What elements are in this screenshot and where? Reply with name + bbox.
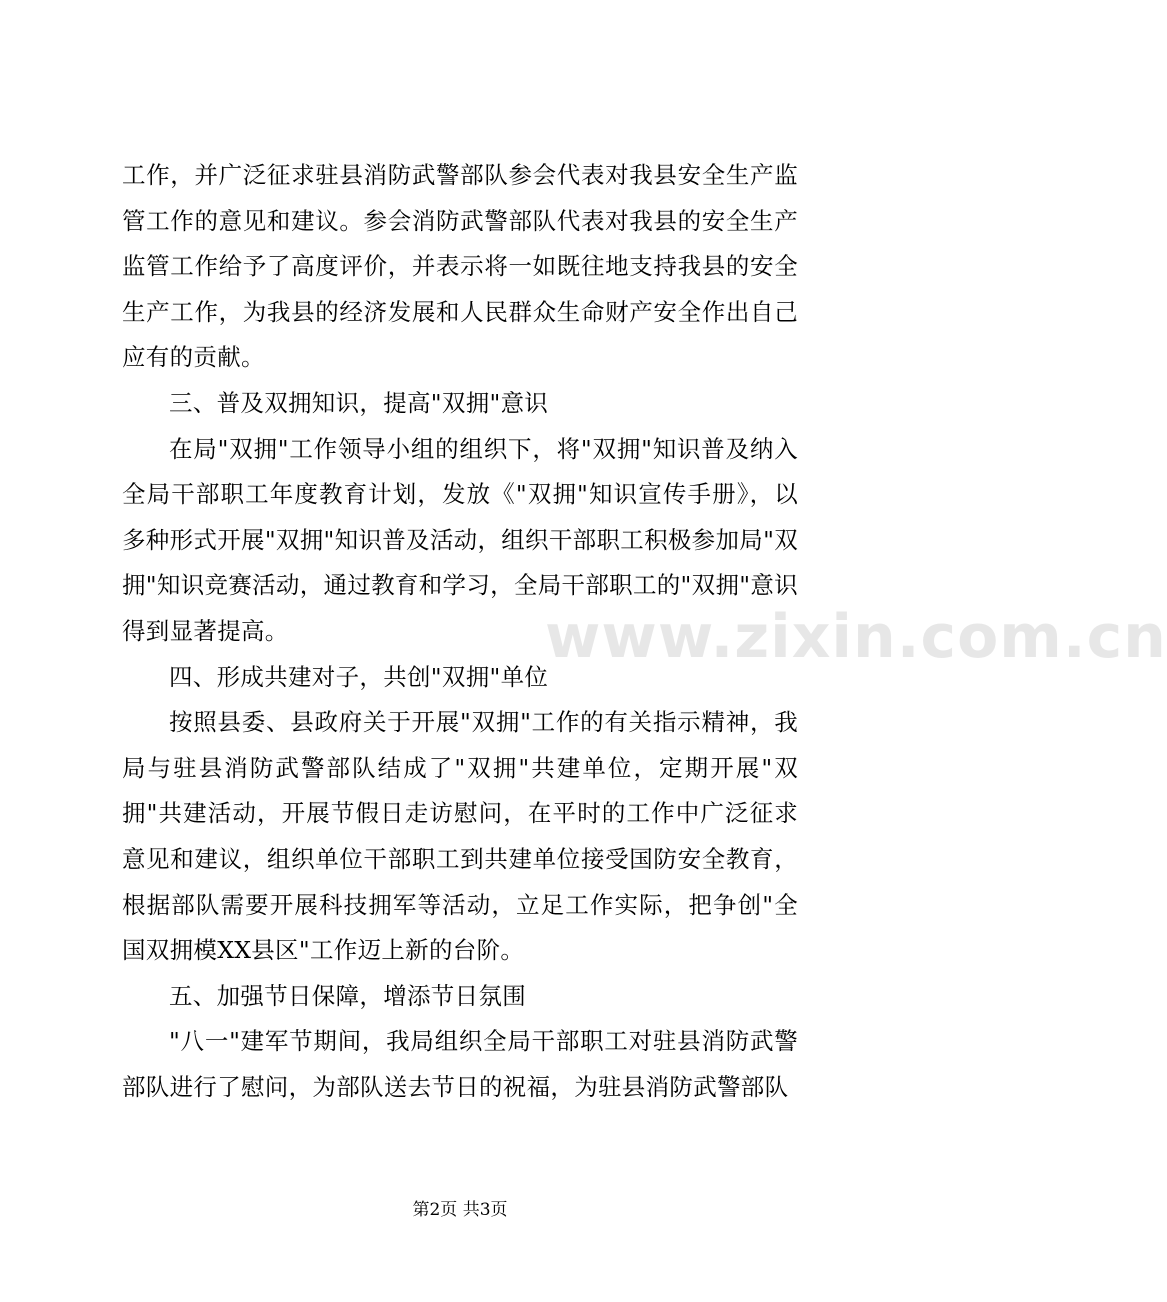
- section-heading-3: 三、普及双拥知识，提高"双拥"意识: [169, 388, 549, 417]
- paragraph-section-5: "八一"建军节期间，我局组织全局干部职工对驻县消防武警部队进行了慰问，为部队送去节日的祝福，为驻县消防武警部队: [122, 1027, 798, 1101]
- section-heading-5: 五、加强节日保障，增添节日氛围: [169, 981, 526, 1010]
- page-footer: 第2页 共3页: [412, 1200, 508, 1220]
- paragraph-continuation: 工作，并广泛征求驻县消防武警部队参会代表对我县安全生产监管工作的意见和建议。参会消防武警部队代表对我县的安全生产监管工作给予了高度评价，并表示将一如既往地支持我县的安全生产工作，为我县的经济发展和人民群众生命财产安全作出自己应有的贡献。: [122, 161, 798, 372]
- document-body: [122, 153, 798, 1110]
- paragraph-section-4: 按照县委、县政府关于开展"双拥"工作的有关指示精神，我局与驻县消防武警部队结成了"双拥"共建单位，定期开展"双拥"共建活动，开展节假日走访慰问，在平时的工作中广泛征求意见和建议，组织单位干部职工到共建单位接受国防安全教育，根据部队需要开展科技拥军等活动，立足工作实际，把争创"全国双拥模XX县区"工作迈上新的台阶。: [122, 708, 798, 965]
- section-heading-4: 四、形成共建对子，共创"双拥"单位: [169, 662, 549, 691]
- watermark: www.zixin.com.cn: [545, 602, 1167, 672]
- paragraph-section-3: 在局"双拥"工作领导小组的组织下，将"双拥"知识普及纳入全局干部职工年度教育计划，发放《"双拥"知识宣传手册》，以多种形式开展"双拥"知识普及活动，组织干部职工积极参加局"双拥"知识竞赛活动，通过教育和学习，全局干部职工的"双拥"意识得到显著提高。: [122, 434, 798, 645]
